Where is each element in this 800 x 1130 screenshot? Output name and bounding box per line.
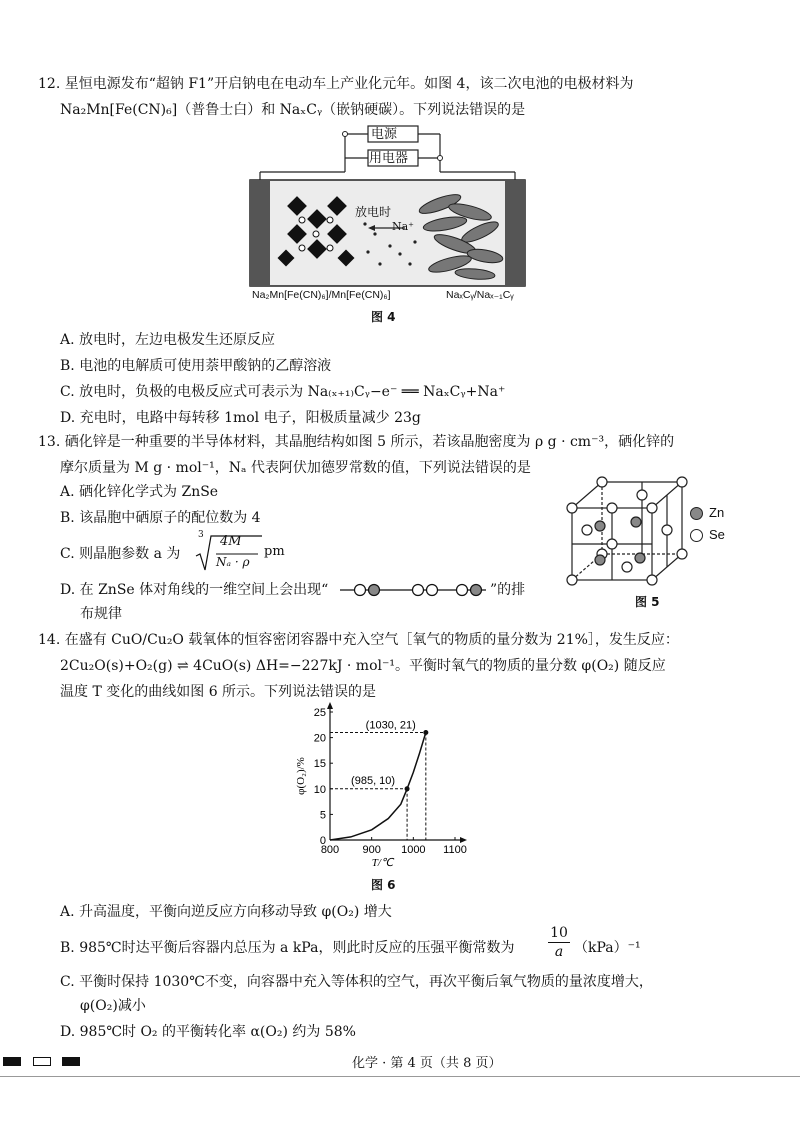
footer-divider	[0, 1076, 800, 1077]
y-tick-label: 5	[319, 809, 326, 822]
footer-mark-left	[3, 1057, 21, 1066]
footer-mark-middle	[33, 1057, 51, 1066]
q14-option-b-prefix: B. 985℃时达平衡后容器内总压为 a kPa，则此时反应的压强平衡常数为	[60, 940, 515, 956]
zn-legend-marker	[690, 507, 703, 520]
right-electrode-label: NaₓCᵧ/Naₓ₋₁Cᵧ	[446, 289, 514, 301]
y-axis-arrow	[327, 702, 333, 709]
x-axis-label: T/℃	[371, 857, 394, 869]
x-tick-label: 800	[320, 844, 340, 856]
y-tick-label: 15	[313, 758, 326, 771]
figure-6-caption: 图 6	[371, 878, 396, 892]
q14-option-a: A. 升高温度，平衡向逆反应方向移动导致 φ(O₂) 增大	[60, 904, 392, 920]
annotated-point	[423, 730, 428, 735]
figure-5-unit-cell	[560, 470, 690, 590]
q12-stem-line1: 12. 星恒电源发布“超钠 F1”开启钠电在电动车上产业化元年。如图 4，该二次电池的电极材料为	[38, 76, 634, 92]
x-axis-arrow	[460, 837, 467, 843]
y-tick-label: 0	[319, 835, 326, 847]
se-legend-marker	[690, 529, 703, 542]
q12-option-b: B. 电池的电解质可使用萘甲酸钠的乙醇溶液	[60, 358, 332, 374]
q14-option-c-line2: φ(O₂)减小	[80, 998, 146, 1014]
se-legend-label: Se	[709, 527, 725, 542]
q13-option-d-prefix: D. 在 ZnSe 体对角线的一维空间上会出现“	[60, 582, 329, 598]
fraction-numerator: 10	[548, 924, 570, 943]
fraction-denominator: a	[554, 944, 564, 960]
power-source-label: 电源	[371, 127, 398, 142]
point-label: (1030, 21)	[365, 719, 416, 732]
q14-stem-line2: 2Cu₂O(s)+O₂(g) ⇌ 4CuO(s) ΔH=−227kJ · mol⁻¹。平衡时氧气的物质的量分数 φ(O₂) 随反应	[60, 658, 666, 674]
q13-stem-line1: 13. 硒化锌是一种重要的半导体材料，其晶胞结构如图 5 所示，若该晶胞密度为 ρ g · cm⁻³，硒化锌的	[38, 434, 675, 450]
figure-5-caption: 图 5	[635, 595, 660, 609]
q13-option-d-line2: 布规律	[80, 606, 122, 622]
q14-option-c-line1: C. 平衡时保持 1030℃不变，向容器中充入等体积的空气，再次平衡后氧气物质的量浓度增大，	[60, 974, 653, 990]
q13-stem-line2: 摩尔质量为 M g · mol⁻¹，Nₐ 代表阿伏加德罗常数的值，下列说法错误的是	[60, 460, 531, 476]
page-footer: 化学 · 第 4 页（共 8 页）	[352, 1056, 502, 1071]
y-tick-label: 10	[313, 783, 326, 796]
x-tick-label: 1100	[443, 844, 467, 856]
y-tick-label: 20	[313, 732, 326, 745]
figure-4-caption: 图 4	[371, 310, 396, 324]
footer-mark-right	[62, 1057, 80, 1066]
q12-option-d: D. 充电时，电路中每转移 1mol 电子，阳极质量减少 23g	[60, 410, 421, 426]
q14-option-d: D. 985℃时 O₂ 的平衡转化率 α(O₂) 约为 58%	[60, 1024, 356, 1040]
x-tick-label: 900	[362, 844, 381, 856]
unit-pm: pm	[264, 544, 285, 559]
point-label: (985, 10)	[351, 774, 396, 787]
x-tick-label: 1000	[401, 844, 426, 856]
q13-option-c-prefix: C. 则晶胞参数 a 为	[60, 546, 181, 562]
load-label: 用电器	[369, 151, 409, 166]
root-index: 3	[198, 530, 204, 540]
left-electrode-label: Na₂Mn[Fe(CN)₆]/Mn[Fe(CN)₆]	[252, 289, 391, 301]
q14-stem-line3: 温度 T 变化的曲线如图 6 所示。下列说法错误的是	[60, 684, 377, 700]
q13-option-a: A. 硒化锌化学式为 ZnSe	[60, 484, 219, 500]
q12-stem-line2: Na₂Mn[Fe(CN)₆]（普鲁士白）和 NaₓCᵧ（嵌钠硬碳）。下列说法错误的是	[60, 102, 526, 118]
q12-option-a: A. 放电时，左边电极发生还原反应	[60, 332, 276, 348]
q14-option-b-fraction	[548, 924, 570, 961]
q13-option-b: B. 该晶胞中硒原子的配位数为 4	[60, 510, 261, 526]
q12-option-c: C. 放电时，负极的电极反应式可表示为 Na₍ₓ₊₁₎Cᵧ−e⁻ ══ NaₓCᵧ+Na⁺	[60, 384, 506, 400]
legend-se	[690, 527, 725, 542]
figure-6-chart	[290, 702, 480, 870]
root-numerator: 4M	[220, 534, 242, 549]
q14-stem-line1: 14. 在盛有 CuO/Cu₂O 载氧体的恒容密闭容器中充入空气［氧气的物质的量分数为 21%］，发生反应：	[38, 632, 679, 648]
zn-legend-label: Zn	[709, 505, 725, 520]
y-axis-label: φ(O₂)/%	[295, 757, 307, 795]
q14-option-b-unit: （kPa）⁻¹	[574, 940, 641, 956]
discharge-label: 放电时	[355, 205, 392, 219]
q13-option-d-suffix: ”的排	[490, 582, 526, 598]
q13-option-c-formula	[194, 530, 284, 574]
annotated-point	[405, 786, 410, 791]
sodium-ion-label: Na⁺	[392, 220, 414, 233]
root-denominator: Nₐ · ρ	[216, 555, 250, 569]
y-tick-label: 25	[313, 707, 326, 719]
legend-zn	[690, 505, 724, 520]
atom-chain-diagram	[338, 581, 488, 599]
